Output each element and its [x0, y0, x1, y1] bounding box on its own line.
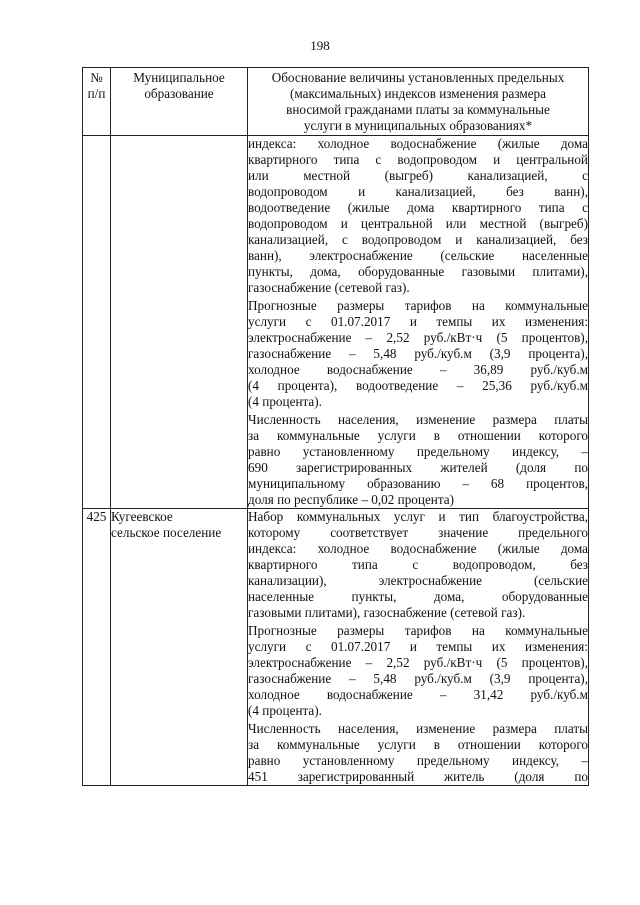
text-line: квартирного типа с водопроводом и центральной [248, 152, 588, 167]
table-row [83, 136, 589, 509]
header-justification-line: (максимальных) индексов изменения размера [289, 86, 546, 101]
text-line: (4 процента). [248, 394, 322, 409]
row-justification [248, 136, 589, 509]
header-justification-line: вносимой гражданами платы за коммунальные [286, 102, 550, 117]
page-number: 198 [310, 38, 330, 53]
text-line: (4 процента), водоотведение – 25,36 руб./куб.м [248, 378, 588, 393]
municipality-name-line: Кугеевское [111, 509, 173, 524]
table-row [83, 509, 589, 786]
text-line: газоснабжение (сетевой газ). [248, 280, 410, 295]
text-line: доля по республике – 0,02 процента) [248, 492, 455, 507]
text-line: Численность населения, изменение размера платы [248, 721, 588, 736]
text-line: услуги с 01.07.2017 и темпы их изменения: [248, 314, 588, 329]
text-line: равно установленному предельному индексу, – [248, 753, 588, 768]
text-line: Численность населения, изменение размера платы [248, 412, 588, 427]
text-line: канализацией, с водопроводом и канализацией, без [248, 232, 588, 247]
header-number-line: п/п [87, 86, 106, 101]
text-line: газовыми плитами), газоснабжение (сетевой газ). [248, 605, 526, 620]
text-line: холодное водоснабжение – 36,89 руб./куб.м [248, 362, 588, 377]
text-line: холодное водоснабжение – 31,42 руб./куб.м [248, 687, 588, 702]
header-justification-line: услуги в муниципальных образованиях* [303, 118, 533, 133]
row-number [83, 136, 111, 509]
justification-paragraph [248, 136, 588, 296]
header-municipality-line: образование [144, 86, 214, 101]
table-header-row [83, 68, 589, 136]
header-justification-line: Обоснование величины установленных предельных [271, 70, 565, 85]
text-line: 451 зарегистрированный житель (доля по [248, 769, 588, 784]
justification-paragraph [248, 623, 588, 719]
text-line: за коммунальные услуги в отношении которого [248, 737, 588, 752]
text-line: водопроводом и канализацией, без ванн), [248, 184, 588, 199]
text-line: газоснабжение – 5,48 руб./куб.м (3,9 процента), [248, 346, 588, 361]
text-line: равно установленному предельному индексу, – [248, 444, 588, 459]
text-line: муниципальному образованию – 68 процентов, [248, 476, 588, 491]
text-line: населенные пункты, дома, оборудованные [248, 589, 588, 604]
header-municipality [111, 68, 248, 136]
text-line: или местной (выгреб) канализацией, с [248, 168, 588, 183]
text-line: канализации), электроснабжение (сельские [248, 573, 588, 588]
text-line: Прогнозные размеры тарифов на коммунальные [248, 623, 588, 638]
text-line: квартирного типа с водопроводом, без [248, 557, 588, 572]
header-municipality-line: Муниципальное [133, 70, 225, 85]
text-line: 690 зарегистрированных жителей (доля по [248, 460, 588, 475]
text-line: водоотведение (жилые дома квартирного типа с [248, 200, 588, 215]
header-number [83, 68, 111, 136]
row-number: 425 [83, 509, 111, 786]
header-justification [248, 68, 589, 136]
text-line: электроснабжение – 2,52 руб./кВт·ч (5 процентов), [248, 655, 588, 670]
municipality-name-line: сельское поселение [111, 525, 222, 540]
text-line: (4 процента). [248, 703, 322, 718]
text-line: индекса: холодное водоснабжение (жилые дома [248, 541, 588, 556]
text-line: ванн), электроснабжение (сельские населенные [248, 248, 588, 263]
justification-paragraph [248, 721, 588, 785]
text-line: газоснабжение – 5,48 руб./куб.м (3,9 процента), [248, 671, 588, 686]
text-line: услуги с 01.07.2017 и темпы их изменения: [248, 639, 588, 654]
text-line: Прогнозные размеры тарифов на коммунальные [248, 298, 588, 313]
text-line: пункты, дома, оборудованные газовыми плитами), [248, 264, 588, 279]
row-municipality [111, 136, 248, 509]
text-line: электроснабжение – 2,52 руб./кВт·ч (5 процентов), [248, 330, 588, 345]
text-line: водопроводом и центральной или местной (выгреб) [248, 216, 588, 231]
justification-paragraph [248, 412, 588, 508]
text-line: Набор коммунальных услуг и тип благоустройства, [248, 509, 588, 524]
text-line: индекса: холодное водоснабжение (жилые дома [248, 136, 588, 151]
justification-paragraph [248, 509, 588, 621]
justification-paragraph [248, 298, 588, 410]
text-line: за коммунальные услуги в отношении которого [248, 428, 588, 443]
tariff-index-table [82, 67, 589, 786]
row-justification [248, 509, 589, 786]
text-line: которому соответствует значение предельного [248, 525, 588, 540]
header-number-line: № [90, 70, 103, 85]
row-municipality [111, 509, 248, 786]
